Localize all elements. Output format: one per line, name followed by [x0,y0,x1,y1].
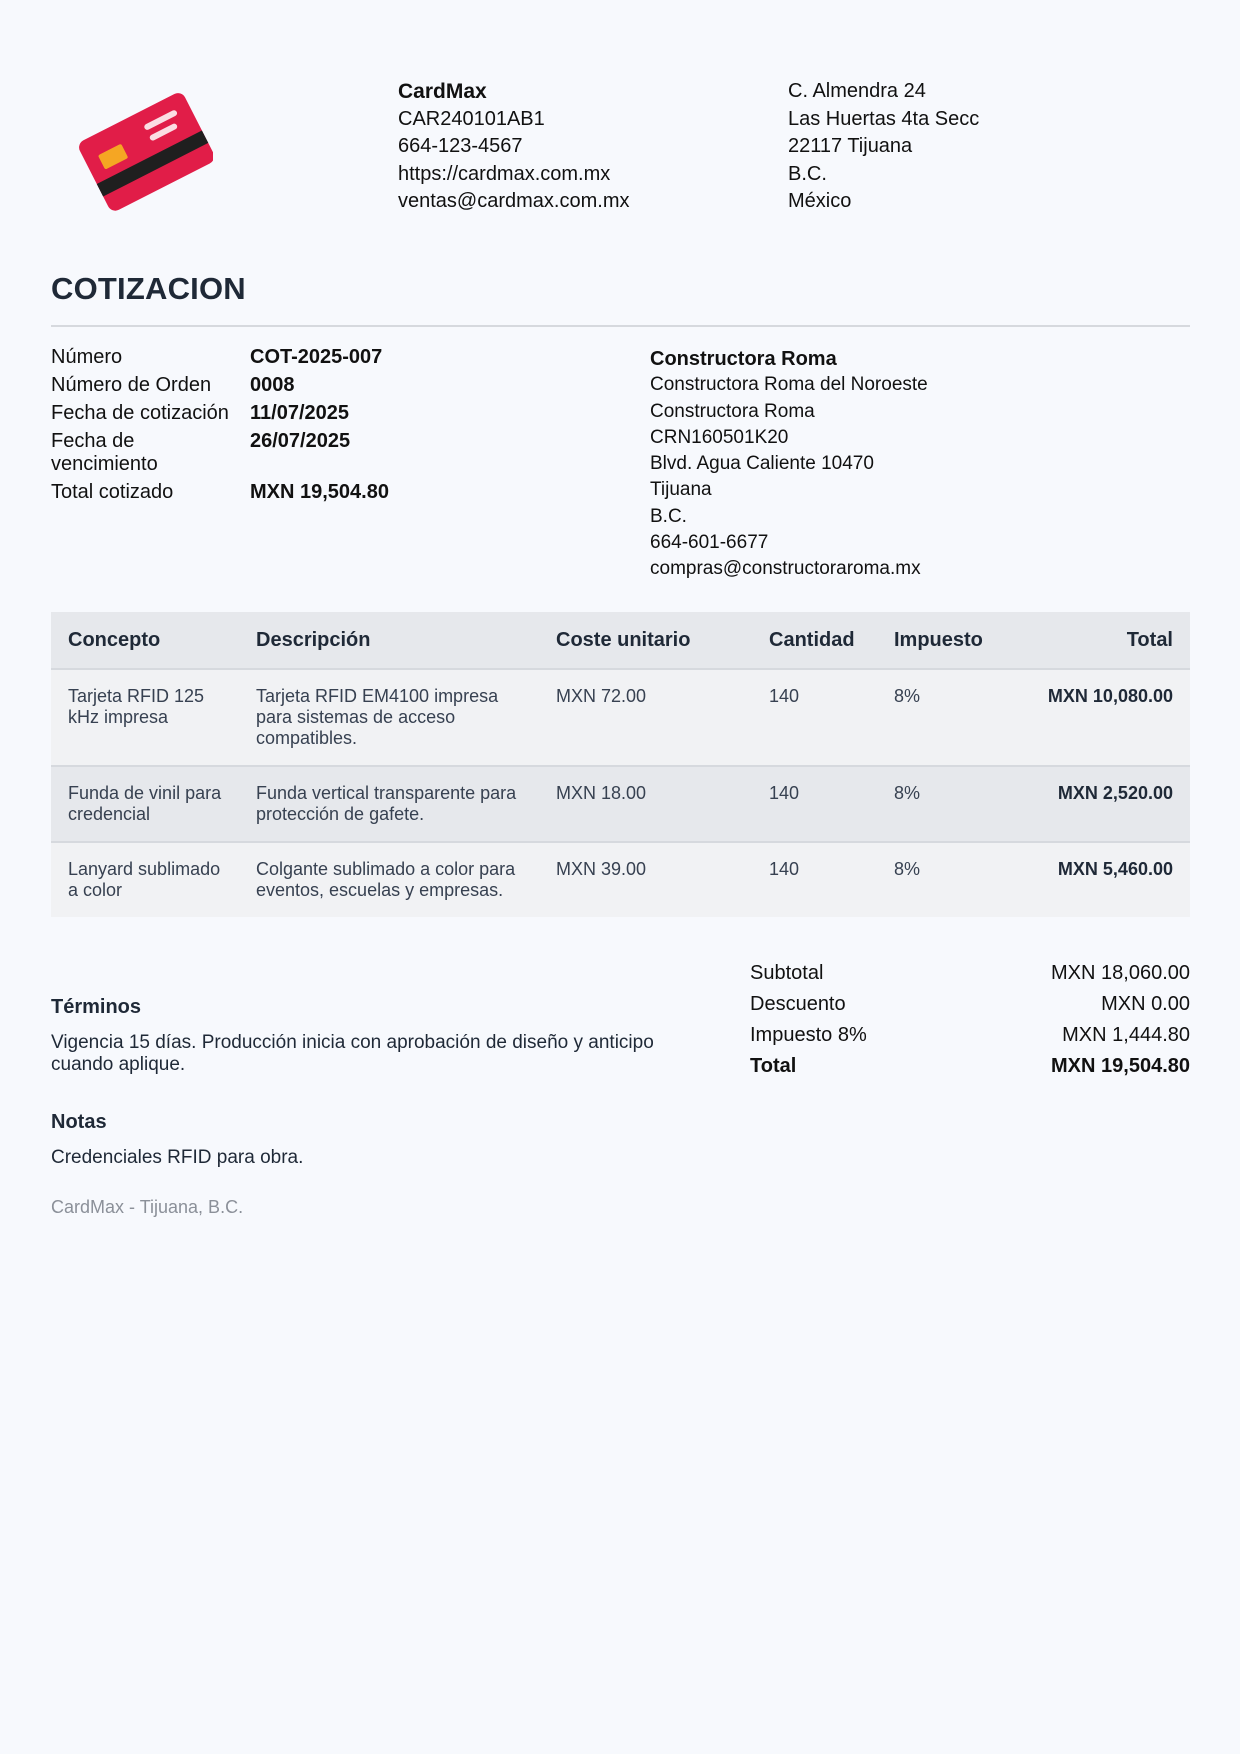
document-title: COTIZACION [51,271,246,306]
cell-concept: Lanyard sublimado a color [51,842,239,917]
client-line: Constructora Roma [650,400,815,422]
totals-label: Total [750,1055,797,1077]
grand-total-row [750,1054,1190,1078]
cell-description: Funda vertical transparente para protección de gafete. [239,766,539,842]
meta-value: 0008 [250,374,295,396]
client-line: B.C. [650,505,687,527]
meta-row [51,402,651,425]
meta-label: Número [51,346,123,368]
credit-card-icon [73,82,213,212]
issuer-name: CardMax [398,80,487,103]
issuer-rfc: CAR240101AB1 [398,107,545,130]
issuer-address [788,78,979,216]
totals-label: Subtotal [750,962,824,984]
client-info [650,346,928,583]
issuer-website[interactable]: https://cardmax.com.mx [398,162,611,185]
client-line: CRN160501K20 [650,426,789,448]
cell-tax: 8% [877,669,1027,766]
address-line: B.C. [788,162,827,185]
totals-row [750,1023,1190,1047]
table-row [51,766,1190,842]
meta-value: MXN 19,504.80 [250,481,389,503]
meta-row [51,430,651,476]
meta-row [51,346,651,369]
totals-row [750,992,1190,1016]
client-line: Constructora Roma del Noroeste [650,374,928,396]
cell-unit-cost: MXN 39.00 [539,842,752,917]
cell-quantity: 140 [752,669,877,766]
client-name: Constructora Roma [650,348,837,370]
cell-description: Colgante sublimado a color para eventos, escuelas y empresas. [239,842,539,917]
client-email[interactable]: compras@constructoraroma.mx [650,558,921,580]
cell-total: MXN 5,460.00 [1027,842,1190,917]
meta-label: Número de Orden [51,374,212,396]
cell-unit-cost: MXN 18.00 [539,766,752,842]
cell-tax: 8% [877,842,1027,917]
address-line: C. Almendra 24 [788,80,926,102]
cell-concept: Funda de vinil para credencial [51,766,239,842]
quote-meta [51,346,651,509]
divider [51,325,1190,327]
totals-label: Impuesto 8% [750,1024,867,1046]
cell-quantity: 140 [752,766,877,842]
issuer-info [398,78,629,216]
totals-value: MXN 0.00 [1101,993,1190,1015]
table-row [51,669,1190,766]
address-line: México [788,190,852,212]
meta-label: Fecha de cotización [51,402,229,424]
grand-total-value: MXN 19,504.80 [1051,1055,1190,1077]
column-header: Cantidad [752,612,877,669]
footer-text: CardMax - Tijuana, B.C. [51,1197,244,1217]
table-row [51,842,1190,917]
meta-label: Total cotizado [51,481,174,503]
cell-quantity: 140 [752,842,877,917]
cell-total: MXN 2,520.00 [1027,766,1190,842]
totals-label: Descuento [750,993,846,1015]
meta-value: 11/07/2025 [250,402,349,424]
totals-value: MXN 1,444.80 [1062,1024,1190,1046]
terms-heading: Términos [51,996,142,1018]
terms-text: Vigencia 15 días. Producción inicia con aprobación de diseño y anticipo cuando aplique. [51,1032,654,1075]
column-header: Coste unitario [539,612,752,669]
issuer-email[interactable]: ventas@cardmax.com.mx [398,190,630,212]
meta-label: Fecha de vencimiento [51,430,158,475]
meta-value: 26/07/2025 [250,430,351,452]
client-line: 664-601-6677 [650,532,769,554]
totals-row [750,961,1190,985]
table-header-row [51,612,1190,669]
cell-total: MXN 10,080.00 [1027,669,1190,766]
column-header: Concepto [51,612,239,669]
client-line: Blvd. Agua Caliente 10470 [650,453,874,475]
cell-concept: Tarjeta RFID 125 kHz impresa [51,669,239,766]
meta-value: COT-2025-007 [250,346,383,368]
cell-unit-cost: MXN 72.00 [539,669,752,766]
items-table [51,612,1190,917]
totals-summary [750,961,1190,1085]
meta-row [51,481,651,504]
column-header: Descripción [239,612,539,669]
notes-heading: Notas [51,1111,107,1133]
totals-value: MXN 18,060.00 [1051,962,1190,984]
cell-tax: 8% [877,766,1027,842]
meta-row [51,374,651,397]
column-header: Impuesto [877,612,1027,669]
address-line: 22117 Tijuana [788,135,913,157]
column-header: Total [1027,612,1190,669]
notes-text: Credenciales RFID para obra. [51,1147,304,1168]
cell-description: Tarjeta RFID EM4100 impresa para sistemas de acceso compatibles. [239,669,539,766]
issuer-phone: 664-123-4567 [398,135,523,157]
client-line: Tijuana [650,479,712,501]
address-line: Las Huertas 4ta Secc [788,107,980,130]
